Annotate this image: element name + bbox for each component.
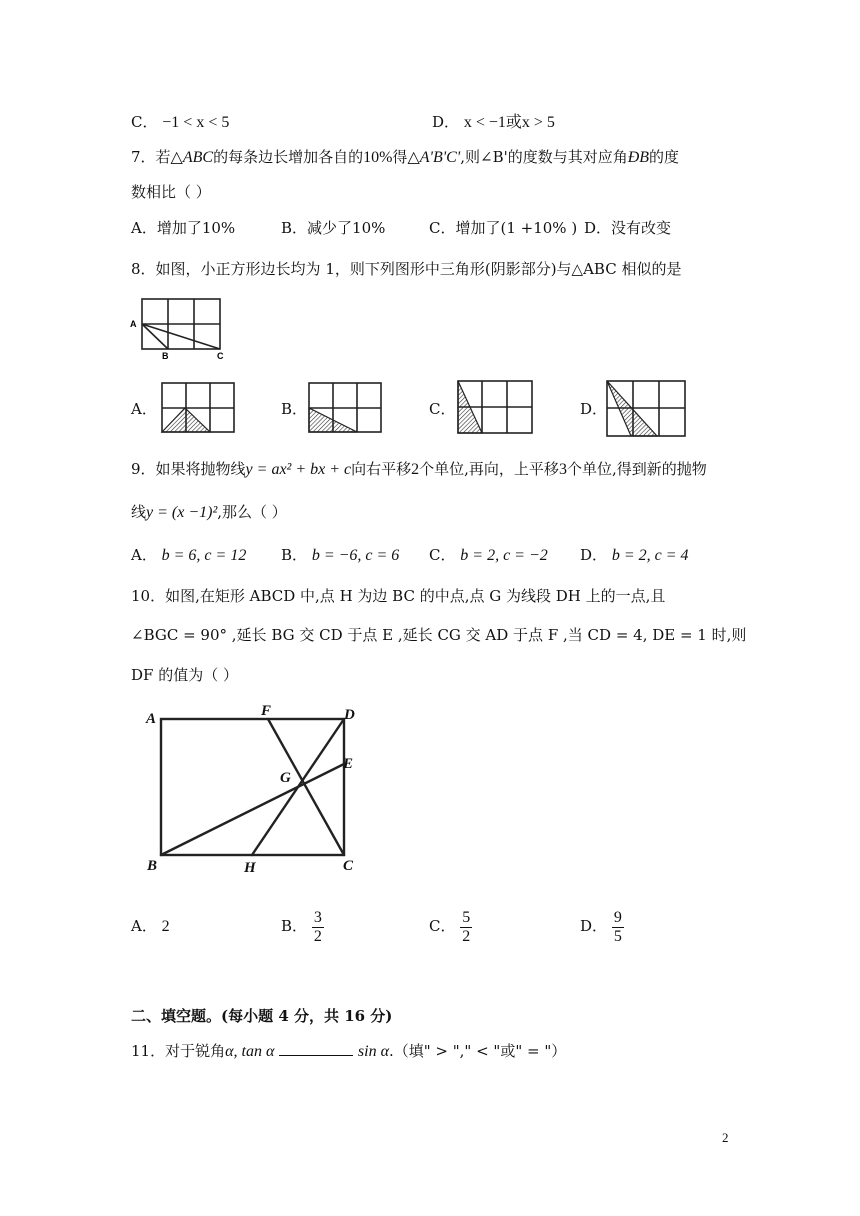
q10-option-c-numerator: 5	[462, 908, 471, 926]
q8-option-b-label: B．	[281, 400, 308, 418]
q9-shift-right: 2	[411, 461, 420, 478]
q10-label-d: D	[344, 707, 355, 723]
q11-text-a: 11．对于锐角	[131, 1042, 226, 1060]
q9-text-c: 向右平移	[351, 460, 412, 478]
q9-stem-line1	[131, 459, 707, 480]
q9-text-e: 个单位,再向，上平移	[419, 460, 559, 478]
q10-option-c	[429, 906, 472, 946]
q6-option-c-text: −1 < x < 5	[162, 114, 230, 131]
q10-option-a	[131, 916, 170, 937]
section-2-heading: 二、填空题。(每小题 4 分，共 16 分)	[131, 1007, 393, 1025]
q9-stem-line2	[131, 502, 287, 523]
q7-stem-line2: 数相比（ ）	[131, 183, 211, 201]
q10-option-b-label: B．	[281, 917, 308, 935]
q9-option-d-text: b = 2, c = 4	[611, 547, 689, 564]
q9-text-line2c: ,那么（ ）	[217, 503, 287, 521]
q8-option-d-label: D．	[580, 400, 608, 418]
q7-percent: 10%	[363, 149, 393, 166]
q10-label-f: F	[261, 703, 272, 719]
q7-option-b: B．减少了10%	[281, 219, 386, 237]
q10-label-e: E	[343, 756, 354, 772]
q7-text-c: 的每条边长增加各自的	[213, 148, 364, 166]
q9-option-b-label: B．	[281, 546, 308, 564]
q10-option-c-label: C．	[429, 917, 456, 935]
q10-option-a-value: 2	[161, 918, 170, 935]
q11-sin-alpha: sin α	[357, 1043, 389, 1060]
q10-stem-line1: 10．如图,在矩形 ABCD 中,点 H 为边 BC 的中点,点 G 为线段 DH 上的一点,且	[131, 587, 666, 605]
q8-option-a-label: A．	[131, 400, 157, 418]
q6-option-d-label: D．	[432, 113, 460, 131]
q9-option-a-text: b = 6, c = 12	[161, 547, 247, 564]
q10-option-b	[281, 906, 324, 946]
q9-text-line2a: 线	[131, 503, 147, 521]
q7-option-c: C．增加了(1 +10% )	[429, 219, 578, 237]
q10-option-c-fraction	[460, 909, 472, 946]
q8-stem: 8．如图，小正方形边长均为 1，则下列图形中三角形(阴影部分)与△ABC 相似的是	[131, 260, 682, 278]
q8-label-a: A	[130, 319, 137, 329]
q10-option-d-fraction	[612, 909, 624, 946]
q10-stem-line2: ∠BGC = 90° ,延长 BG 交 CD 于点 E ,延长 CG 交 AD 于点 F ,当 CD = 4, DE = 1 时,则	[131, 626, 747, 644]
q10-option-d-label: D．	[580, 917, 608, 935]
q8-label-b: B	[162, 351, 169, 361]
q11-answer-blank[interactable]	[279, 1041, 353, 1056]
q7-text-i: 的度	[649, 148, 680, 166]
q8-reference-figure	[128, 296, 243, 362]
q9-new-parabola: y = (x −1)²	[146, 504, 218, 521]
q7-option-d: D．没有改变	[584, 219, 672, 237]
q10-option-a-label: A．	[131, 917, 157, 935]
q11-stem	[131, 1041, 566, 1062]
q7-text-g: ,则∠B'的度数与其对应角	[460, 148, 628, 166]
q7-angle-b: ÐB	[627, 149, 650, 166]
q9-parabola: y = ax² + bx + c	[245, 461, 352, 478]
q10-option-c-denominator: 2	[462, 927, 471, 945]
q9-shift-up: 3	[558, 461, 567, 478]
q10-option-d-numerator: 9	[613, 908, 622, 926]
q6-option-d	[432, 112, 555, 133]
q11-text-d: .（填" > "," < "或" = "）	[388, 1042, 567, 1060]
q9-option-b-text: b = −6, c = 6	[311, 547, 400, 564]
q9-option-b	[281, 545, 399, 566]
q6-option-d-text: x < −1或x > 5	[463, 114, 555, 131]
q9-text-a: 9．如果将抛物线	[131, 460, 246, 478]
q10-option-b-numerator: 3	[313, 908, 322, 926]
q10-label-g: G	[280, 770, 291, 786]
q7-option-a: A．增加了10%	[131, 219, 236, 237]
q6-option-c-label: C．	[131, 113, 158, 131]
q10-option-d-denominator: 5	[613, 927, 622, 945]
q8-option-c-figure	[454, 378, 536, 438]
q8-option-c-label: C．	[429, 400, 456, 418]
q10-option-b-denominator: 2	[313, 927, 322, 945]
q10-rectangle-figure	[140, 700, 370, 880]
q8-option-a-figure	[158, 380, 236, 436]
q9-option-c	[429, 545, 548, 566]
q9-option-d	[580, 545, 689, 566]
q10-label-h: H	[244, 860, 256, 876]
q9-option-a-label: A．	[131, 546, 157, 564]
q10-label-b: B	[147, 858, 158, 874]
q8-label-c: C	[217, 351, 224, 361]
q9-option-a	[131, 545, 246, 566]
q10-label-a: A	[146, 711, 157, 727]
q9-text-g: 个单位,得到新的抛物	[566, 460, 707, 478]
q10-option-d	[580, 906, 624, 946]
q8-option-d-figure	[603, 378, 689, 442]
q10-option-b-fraction	[312, 909, 324, 946]
q6-option-c	[131, 112, 229, 133]
page-number: 2	[722, 1130, 729, 1145]
q7-text-e: 得	[392, 148, 408, 166]
q8-option-b-figure	[305, 380, 385, 436]
q9-option-c-label: C．	[429, 546, 456, 564]
q7-triangle-abc: △ABC	[170, 149, 214, 166]
q9-option-d-label: D．	[580, 546, 608, 564]
q10-stem-line3: DF 的值为（ ）	[131, 666, 238, 684]
q11-tan-alpha: α, tan α	[225, 1043, 275, 1060]
q9-option-c-text: b = 2, c = −2	[460, 547, 548, 564]
q7-text-a: 7．若	[131, 148, 171, 166]
q7-stem-line1	[131, 147, 679, 168]
q7-triangle-abc-prime: △A'B'C'	[407, 149, 461, 166]
q10-label-c: C	[343, 858, 354, 874]
